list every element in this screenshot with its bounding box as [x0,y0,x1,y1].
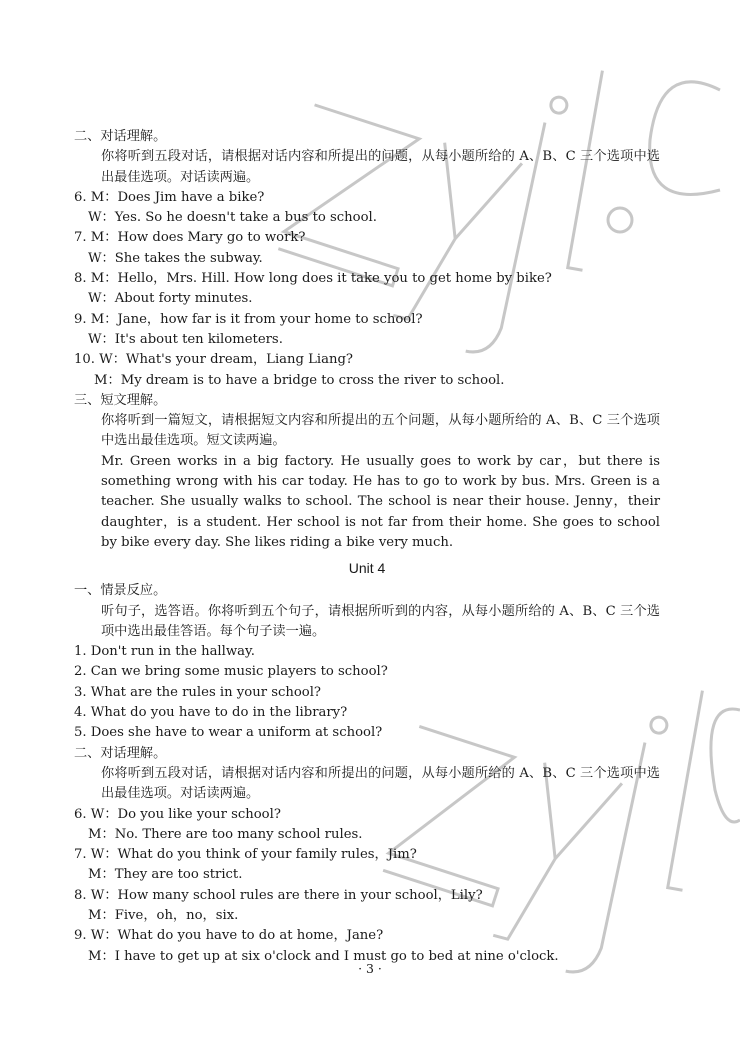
instruction-paragraph: 你将听到五段对话，请根据对话内容和所提出的问题，从每小题所给的 A、B、C 三个选项中选出最佳选项。对话读两遍。 [101,765,660,802]
question-line: 9. M：Jane，how far is it from your home to school? [74,311,423,327]
section-heading: 一、情景反应。 [74,583,167,599]
response-line: M：Five，oh，no，six. [88,907,239,923]
question-line: 10. W：What's your dream，Liang Liang? [74,352,353,368]
instruction-paragraph: 你将听到一篇短文，请根据短文内容和所提出的五个问题，从每小题所给的 A、B、C 三个选项中选出最佳选项。短文读两遍。 [101,413,660,449]
question-line: 8. W：How many school rules are there in your school，Lily? [74,887,483,903]
page-content [74,127,660,967]
section-heading: 二、对话理解。 [74,745,167,761]
instruction-paragraph: 你将听到五段对话，请根据对话内容和所提出的问题，从每小题所给的 A、B、C 三个选项中选出最佳选项。对话读两遍。 [101,149,660,185]
question-line: 7. W：What do you think of your family rules，Jim? [74,847,417,863]
question-line: 4. What do you have to do in the library? [74,705,348,721]
response-line: W：About forty minutes. [88,291,253,307]
question-line: 2. Can we bring some music players to school? [74,664,388,680]
response-line: W：Yes. So he doesn't take a bus to school. [88,210,377,226]
question-line: 9. W：What do you have to do at home，Jane? [74,928,384,944]
question-line: 8. M：Hello，Mrs. Hill. How long does it take you to get home by bike? [74,271,552,287]
instruction-paragraph: 听句子，选答语。你将听到五个句子，请根据所听到的内容，从每小题所给的 A、B、C 三个选项中选出最佳答语。每个句子读一遍。 [101,603,660,639]
section-heading: 二、对话理解。 [74,129,167,144]
response-line: W：It's about ten kilometers. [88,331,283,347]
question-line: 6. W：Do you like your school? [74,806,281,822]
section-heading: 三、短文理解。 [74,392,167,408]
question-line: 1. Don't run in the hallway. [74,644,255,660]
response-line: M：My dream is to have a bridge to cross the river to school. [94,372,505,388]
question-line: 3. What are the rules in your school? [74,684,322,700]
response-line: M：I have to get up at six o'clock and I must go to bed at nine o'clock. [88,948,559,964]
response-line: W：She takes the subway. [88,250,263,266]
question-line: 7. M：How does Mary go to work? [74,230,306,246]
instruction-paragraph: Mr. Green works in a big factory. He usually goes to work by car，but there is something wrong with his car today. He has to go to work by bus. Mrs. Green is a teacher. She usually walks to school. The school is near their house. Jenny，their daughter，is a student. Her school is not far from their home. She goes to school by bike every day. She likes riding a bike very much. [101,453,660,550]
unit-title: Unit 4 [348,560,386,577]
page-number: · 3 · [358,961,382,976]
question-line: 6. M：Does Jim have a bike? [74,189,265,205]
response-line: M：They are too strict. [88,867,243,883]
question-line: 5. Does she have to wear a uniform at school? [74,725,383,741]
response-line: M：No. There are too many school rules. [88,826,363,842]
